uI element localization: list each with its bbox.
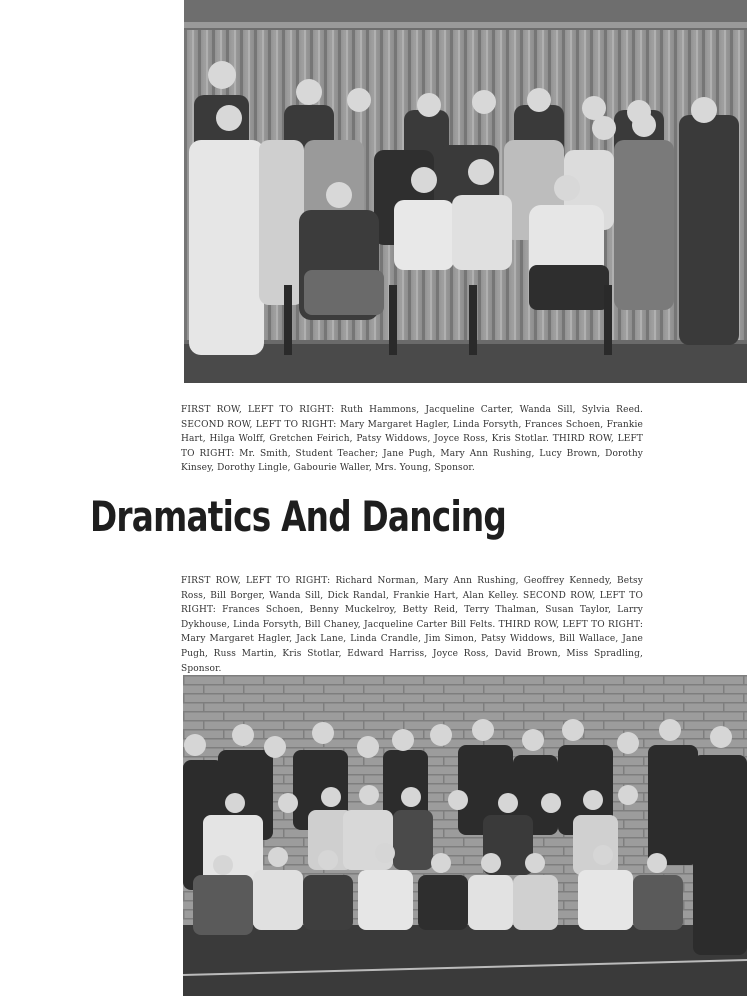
caption-top: FIRST ROW, LEFT TO RIGHT: Ruth Hammons, Jacqueline Carter, Wanda Sill, Sylvia Reed. SECOND ROW, LEFT TO RIGHT: Mary Margaret Hagler, Linda Forsyth, Frances Schoen, Frankie Hart, Hilga Wolff, Gretchen Feirich, Patsy Widdows, Joyce Ross, Kris Stotlar. THIRD ROW, LEFT TO RIGHT: Mr. Smith, Student Teacher; Jane Pugh, Mary Ann Rushing, Lucy Brown, Dorothy Kinsey, Dorothy Lingle, Gabourie Waller, Mrs. Young, Sponsor. xyxy=(181,405,643,474)
caption-bottom: FIRST ROW, LEFT TO RIGHT: Richard Norman, Mary Ann Rushing, Geoffrey Kennedy, Betsy Ross, Bill Borger, Wanda Sill, Dick Randal, Frankie Hart, Alan Kelley. SECOND ROW, LEFT TO RIGHT: Frances Schoen, Benny Muckelroy, Betty Reid, Terry Thalman, Susan Taylor, Larry Dykhouse, Linda Forsyth, Bill Chaney, Jacqueline Carter Bill Felts. THIRD ROW, LEFT TO RIGHT: Mary Margaret Hagler, Jack Lane, Linda Crandle, Jim Simon, Patsy Widdows, Bill Wallace, Jane Pugh, Russ Martin, Kris Stotlar, Edward Harriss, Joyce Ross, David Brown, Miss Spradling, Sponsor. xyxy=(181,576,643,674)
group-photo-top-image xyxy=(184,0,747,383)
group-photo-bottom xyxy=(183,675,747,996)
section-title: Dramatics And Dancing xyxy=(90,492,507,541)
group-photo-bottom-image xyxy=(183,675,747,996)
group-photo-top xyxy=(184,0,747,383)
